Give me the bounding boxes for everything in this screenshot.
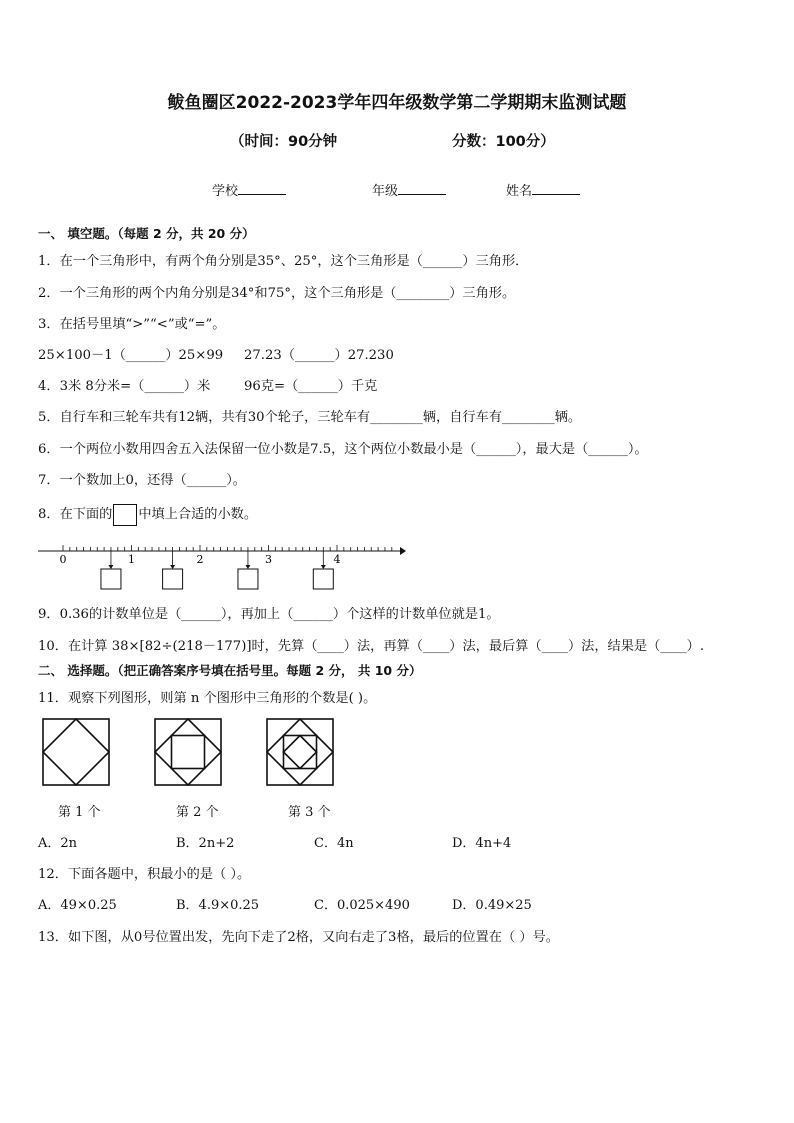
number-line-label: 1: [128, 553, 135, 566]
question-2: 2．一个三角形的两个内角分别是34°和75°，这个三角形是（________）三角形。: [38, 286, 516, 301]
figure-1-caption: 第 1 个: [58, 805, 101, 820]
answer-box[interactable]: [163, 569, 183, 589]
school-field: [212, 180, 286, 199]
figure-2: [154, 718, 224, 786]
arrow-down-icon: [321, 565, 326, 569]
question-13: 13．如下图，从0号位置出发，先向下走了2格，又向右走了3格，最后的位置在（ ）号。: [38, 930, 559, 945]
arrow-down-icon: [108, 565, 113, 569]
number-line-label: 3: [265, 553, 272, 566]
grade-field: [372, 180, 446, 199]
q11-option-b[interactable]: B．2n+2: [176, 836, 235, 851]
number-line-label: 2: [196, 553, 204, 566]
question-8-text-a: 8．在下面的: [38, 507, 113, 522]
number-line-label: 4: [333, 553, 341, 566]
page-title: 鲅鱼圈区2022-2023学年四年级数学第二学期期末监测试题: [167, 93, 627, 113]
number-line-label: 0: [59, 553, 67, 566]
section-2-title: 二、 选择题。（把正确答案序号填在括号里。每题 2 分， 共 10 分）: [38, 663, 422, 678]
question-10: 10．在计算 38×[82÷(218－177)]时，先算（____）法，再算（____）法，最后算（____）法，结果是（____）.: [38, 639, 705, 654]
name-blank[interactable]: [532, 182, 580, 195]
q11-option-d[interactable]: D．4n+4: [452, 836, 512, 851]
question-7: 7．一个数加上0，还得（______）。: [38, 473, 246, 488]
exam-score: 分数：100分）: [452, 134, 555, 150]
section-1-title: 一、 填空题。（每题 2 分，共 20 分）: [38, 226, 255, 241]
school-blank[interactable]: [238, 182, 286, 195]
question-8-text-b: 中填上合适的小数。: [138, 507, 258, 522]
question-11: 11．观察下列图形，则第 n 个图形中三角形的个数是( )。: [38, 691, 377, 706]
question-1: 1．在一个三角形中，有两个角分别是35°、25°，这个三角形是（______）三角形．: [38, 254, 529, 269]
answer-box[interactable]: [238, 569, 258, 589]
arrow-down-icon: [245, 565, 250, 569]
exam-time: （时间：90分钟: [230, 134, 338, 150]
figure-3: [266, 718, 336, 786]
question-3: 3．在括号里填“>”“<”或“=”。: [38, 317, 226, 332]
question-4b: 96克=（______）千克: [244, 379, 378, 394]
question-9: 9．0.36的计数单位是（______），再加上（______）个这样的计数单位就是1。: [38, 607, 500, 622]
grade-blank[interactable]: [398, 182, 446, 195]
figure-2-caption: 第 2 个: [176, 805, 219, 820]
figure-3-caption: 第 3 个: [288, 805, 331, 820]
name-field: [506, 180, 580, 199]
question-3b: 27.23（______）27.230: [244, 348, 394, 363]
grade-label: 年级: [372, 184, 399, 199]
school-label: 学校: [212, 184, 239, 199]
question-3a: 25×100－1（______）25×99: [38, 348, 224, 363]
q12-option-a[interactable]: A．49×0.25: [38, 898, 117, 913]
q12-option-c[interactable]: C．0.025×490: [314, 898, 410, 913]
question-5: 5．自行车和三轮车共有12辆，共有30个轮子，三轮车有________辆，自行车有________辆。: [38, 410, 582, 425]
figure-1: [42, 718, 112, 786]
question-6: 6．一个两位小数用四舍五入法保留一位小数是7.5，这个两位小数最小是（______），最大是（______）。: [38, 442, 648, 457]
q12-option-d[interactable]: D．0.49×25: [452, 898, 532, 913]
number-line: [36, 536, 408, 592]
answer-box[interactable]: [101, 569, 121, 589]
question-12: 12．下面各题中，积最小的是（ ）。: [38, 867, 251, 882]
answer-box[interactable]: [313, 569, 333, 589]
question-8: [38, 503, 257, 526]
q12-option-b[interactable]: B．4.9×0.25: [176, 898, 260, 913]
answer-box-icon: [113, 504, 137, 526]
question-4a: 4．3米 8分米=（______）米: [38, 379, 211, 394]
q11-option-c[interactable]: C．4n: [314, 836, 354, 851]
q11-option-a[interactable]: A．2n: [38, 836, 78, 851]
arrow-down-icon: [170, 565, 175, 569]
name-label: 姓名: [506, 184, 533, 199]
